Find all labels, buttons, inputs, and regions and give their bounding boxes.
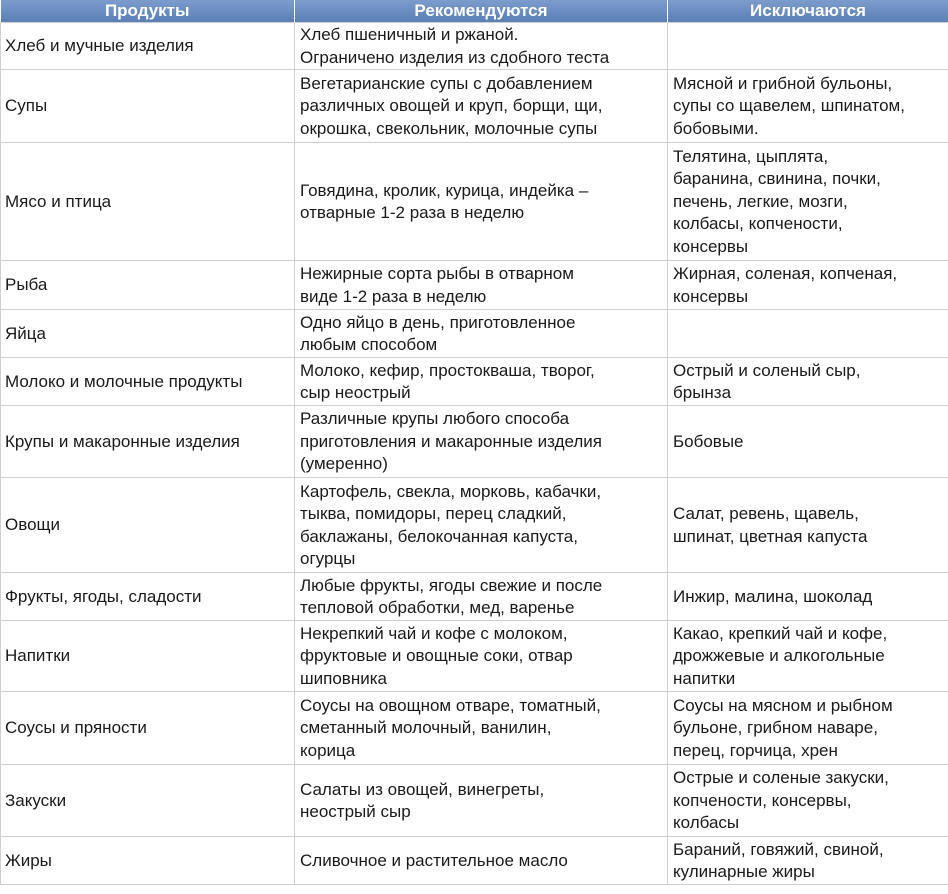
cell-excluded: Жирная, соленая, копченая, консервы bbox=[668, 261, 948, 310]
cell-recommended: Молоко, кефир, простокваша, творог, сыр неострый bbox=[295, 358, 668, 406]
table-row bbox=[1, 837, 948, 885]
cell-excluded: Инжир, малина, шоколад bbox=[668, 573, 948, 621]
cell-recommended: Соусы на овощном отваре, томатный, сметанный молочный, ванилин, корица bbox=[295, 692, 668, 765]
cell-product: Хлеб и мучные изделия bbox=[1, 23, 295, 70]
table-row bbox=[1, 765, 948, 837]
cell-recommended: Различные крупы любого способа приготовления и макаронные изделия (умеренно) bbox=[295, 406, 668, 478]
cell-excluded: Бобовые bbox=[668, 406, 948, 478]
cell-product: Фрукты, ягоды, сладости bbox=[1, 573, 295, 621]
cell-product: Яйца bbox=[1, 310, 295, 358]
cell-excluded bbox=[668, 310, 948, 358]
cell-recommended: Любые фрукты, ягоды свежие и после тепловой обработки, мед, варенье bbox=[295, 573, 668, 621]
table-row bbox=[1, 406, 948, 478]
header-row bbox=[1, 0, 948, 23]
cell-recommended: Некрепкий чай и кофе с молоком, фруктовые и овощные соки, отвар шиповника bbox=[295, 621, 668, 692]
cell-excluded: Соусы на мясном и рыбном бульоне, грибном наваре, перец, горчица, хрен bbox=[668, 692, 948, 765]
cell-product: Напитки bbox=[1, 621, 295, 692]
table-row bbox=[1, 70, 948, 143]
table-row bbox=[1, 261, 948, 310]
cell-recommended: Одно яйцо в день, приготовленное любым способом bbox=[295, 310, 668, 358]
cell-excluded: Какао, крепкий чай и кофе, дрожжевые и алкогольные напитки bbox=[668, 621, 948, 692]
cell-excluded: Острый и соленый сыр, брынза bbox=[668, 358, 948, 406]
header-excluded: Исключаются bbox=[668, 0, 948, 23]
cell-excluded: Телятина, цыплята, баранина, свинина, почки, печень, легкие, мозги, колбасы, копчености, консервы bbox=[668, 143, 948, 261]
cell-product: Крупы и макаронные изделия bbox=[1, 406, 295, 478]
cell-recommended: Сливочное и растительное масло bbox=[295, 837, 668, 885]
table-row bbox=[1, 358, 948, 406]
table-body bbox=[1, 23, 948, 885]
table-row bbox=[1, 23, 948, 70]
cell-excluded bbox=[668, 23, 948, 70]
table-row bbox=[1, 692, 948, 765]
cell-recommended: Вегетарианские супы с добавлением различных овощей и круп, борщи, щи, окрошка, свекольник, молочные супы bbox=[295, 70, 668, 143]
cell-product: Закуски bbox=[1, 765, 295, 837]
table-row bbox=[1, 310, 948, 358]
cell-recommended: Картофель, свекла, морковь, кабачки, тыква, помидоры, перец сладкий, баклажаны, белокочанная капуста, огурцы bbox=[295, 478, 668, 573]
table-row bbox=[1, 573, 948, 621]
cell-product: Соусы и пряности bbox=[1, 692, 295, 765]
cell-product: Жиры bbox=[1, 837, 295, 885]
cell-recommended: Говядина, кролик, курица, индейка – отварные 1-2 раза в неделю bbox=[295, 143, 668, 261]
table-row bbox=[1, 478, 948, 573]
header-products: Продукты bbox=[1, 0, 295, 23]
cell-excluded: Острые и соленые закуски, копчености, консервы, колбасы bbox=[668, 765, 948, 837]
cell-excluded: Салат, ревень, щавель, шпинат, цветная капуста bbox=[668, 478, 948, 573]
cell-product: Рыба bbox=[1, 261, 295, 310]
header-recommended: Рекомендуются bbox=[295, 0, 668, 23]
cell-product: Мясо и птица bbox=[1, 143, 295, 261]
cell-product: Молоко и молочные продукты bbox=[1, 358, 295, 406]
cell-recommended: Хлеб пшеничный и ржаной. Ограничено изделия из сдобного теста bbox=[295, 23, 668, 70]
table-row bbox=[1, 621, 948, 692]
cell-product: Супы bbox=[1, 70, 295, 143]
table-header bbox=[1, 0, 948, 23]
cell-excluded: Бараний, говяжий, свиной, кулинарные жиры bbox=[668, 837, 948, 885]
cell-recommended: Нежирные сорта рыбы в отварном виде 1-2 раза в неделю bbox=[295, 261, 668, 310]
cell-excluded: Мясной и грибной бульоны, супы со щавелем, шпинатом, бобовыми. bbox=[668, 70, 948, 143]
cell-recommended: Салаты из овощей, винегреты, неострый сыр bbox=[295, 765, 668, 837]
cell-product: Овощи bbox=[1, 478, 295, 573]
table-row bbox=[1, 143, 948, 261]
